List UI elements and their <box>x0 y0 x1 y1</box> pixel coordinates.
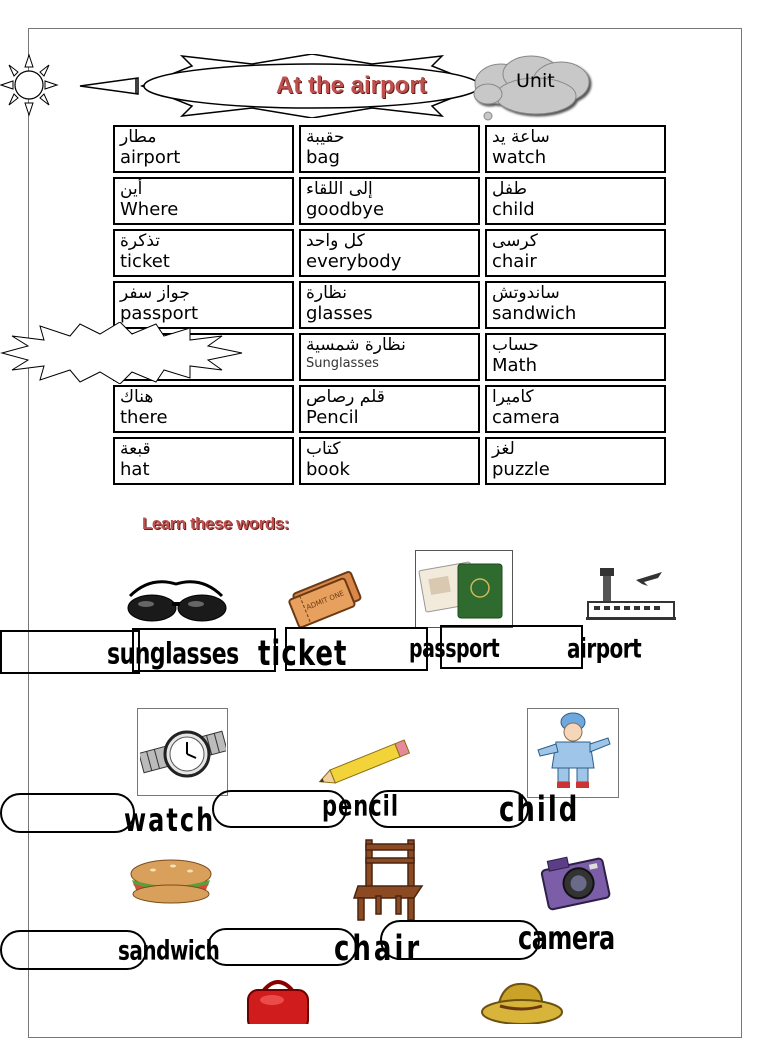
vocab-cell <box>299 177 480 225</box>
vocab-cell <box>485 333 666 381</box>
english-word: Pencil <box>306 407 359 428</box>
hat-icon <box>478 978 564 1024</box>
arabic-word: كاميرا <box>492 387 534 407</box>
vocab-cell <box>299 229 480 277</box>
camera-icon <box>538 848 612 914</box>
passport-icon <box>418 556 510 624</box>
vocab-cell <box>485 437 666 485</box>
ticket-stub-text: ADMIT ONE <box>305 589 346 612</box>
arabic-word: جواز سفر <box>120 283 190 303</box>
vocab-cell <box>299 333 480 381</box>
english-word: Math <box>492 355 538 376</box>
english-word: child <box>492 199 535 220</box>
word-chair: chair <box>334 928 423 970</box>
vocab-cell <box>113 385 294 433</box>
word-pencil: pencil <box>322 789 400 823</box>
vocab-cell <box>113 437 294 485</box>
word-ticket: ticket <box>258 633 348 675</box>
english-word: everybody <box>306 251 402 272</box>
arabic-word: كرسى <box>492 231 538 251</box>
vocab-cell <box>485 385 666 433</box>
arabic-word: تذكرة <box>120 231 161 251</box>
arabic-word: نظارة شمسية <box>306 335 406 355</box>
vocab-cell <box>299 281 480 329</box>
vocab-cell <box>485 229 666 277</box>
word-child: child <box>499 789 580 831</box>
word-camera: camera <box>518 919 615 957</box>
english-word: there <box>120 407 168 428</box>
sandwich-icon <box>128 856 214 906</box>
arabic-word: حساب <box>492 335 539 355</box>
english-word: bag <box>306 147 340 168</box>
english-word: Sunglasses <box>306 356 379 371</box>
vocab-cell <box>299 125 480 173</box>
ticket-icon <box>288 566 364 628</box>
english-word: puzzle <box>492 459 550 480</box>
page-title: At the airport <box>276 72 427 99</box>
bag-icon <box>242 978 314 1024</box>
arabic-word: مطار <box>120 127 157 147</box>
vocab-cell <box>299 385 480 433</box>
arabic-word: ساعة يد <box>492 127 550 147</box>
vocab-cell <box>485 177 666 225</box>
burst-icon <box>0 322 244 384</box>
english-word: ticket <box>120 251 170 272</box>
word-airport: airport <box>567 631 642 665</box>
vocab-cell <box>299 437 480 485</box>
vocab-cell <box>485 125 666 173</box>
arabic-word: ساندوتش <box>492 283 560 303</box>
vocab-cell <box>113 229 294 277</box>
english-word: airport <box>120 147 181 168</box>
arabic-word: أين <box>120 179 143 199</box>
vocab-cell <box>113 177 294 225</box>
vocab-table <box>113 125 666 493</box>
watch-icon <box>140 712 226 792</box>
english-word: watch <box>492 147 547 168</box>
arabic-word: قلم رصاص <box>306 387 385 407</box>
english-word: chair <box>492 251 537 272</box>
unit-label: Unit <box>516 70 555 92</box>
sun-icon <box>0 52 60 118</box>
learn-heading: Learn these words: <box>142 514 289 533</box>
english-word: sandwich <box>492 303 577 324</box>
english-word: glasses <box>306 303 373 324</box>
airport-icon <box>586 560 678 622</box>
english-word: hat <box>120 459 150 480</box>
answer-pill[interactable] <box>0 793 135 833</box>
arabic-word: كتاب <box>306 439 341 459</box>
arabic-word: إلى اللقاء <box>306 179 373 199</box>
english-word: goodbye <box>306 199 385 220</box>
arabic-word: هناك <box>120 387 154 407</box>
vocab-cell <box>485 281 666 329</box>
english-word: camera <box>492 407 560 428</box>
arabic-word: طفل <box>492 179 528 199</box>
arabic-word: حقيبة <box>306 127 345 147</box>
sunglasses-icon <box>120 574 232 624</box>
arabic-word: نظارة <box>306 283 347 303</box>
english-word: Where <box>120 199 179 220</box>
word-passport: passport <box>409 634 500 664</box>
arrow-icon <box>78 74 140 98</box>
pencil-icon <box>316 738 416 788</box>
arabic-word: لغز <box>492 439 515 459</box>
chair-icon <box>352 838 428 922</box>
word-watch: watch <box>124 801 216 839</box>
vocab-cell <box>113 125 294 173</box>
english-word: passport <box>120 303 199 324</box>
word-sunglasses: sunglasses <box>107 637 239 672</box>
word-sandwich: sandwich <box>118 933 220 967</box>
arabic-word: كل واحد <box>306 231 365 251</box>
english-word: book <box>306 459 350 480</box>
arabic-word: قبعة <box>120 439 151 459</box>
child-icon <box>530 710 616 796</box>
